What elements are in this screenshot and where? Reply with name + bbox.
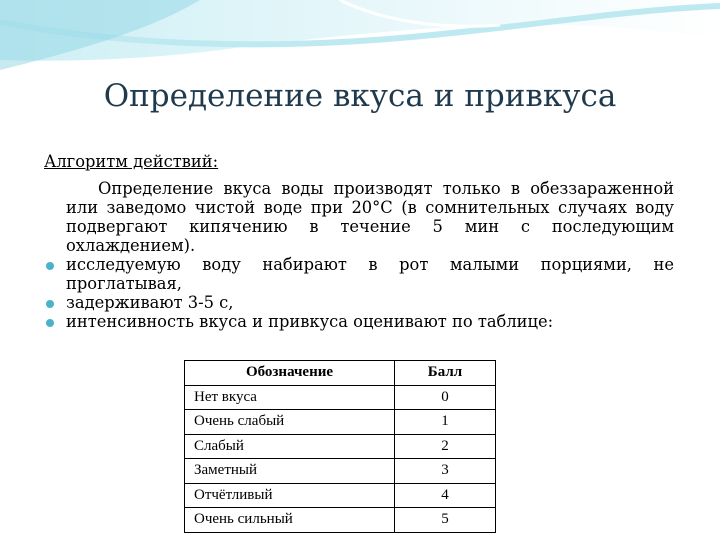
- table-cell-score: 3: [395, 459, 496, 484]
- table-row: [185, 459, 496, 484]
- table-row: [185, 434, 496, 459]
- table-cell-name: Отчётливый: [185, 483, 395, 508]
- table-cell-name: Очень слабый: [185, 410, 395, 435]
- table-cell-name: Слабый: [185, 434, 395, 459]
- table-row: [185, 385, 496, 410]
- bullet-text: задерживают 3-5 с,: [66, 293, 234, 312]
- table-cell-score: 4: [395, 483, 496, 508]
- column-header-name: Обозначение: [185, 361, 395, 386]
- bullet-item: [44, 312, 674, 331]
- table-cell-score: 5: [395, 508, 496, 533]
- table-cell-score: 2: [395, 434, 496, 459]
- bullet-dot-icon: [46, 319, 54, 327]
- intro-paragraph: Определение вкуса воды производят только в обеззараженной или заведомо чистой воде при 20°С (в сомнительных случаях воду подвергают кипячению в течение 5 мин с последующим охлаждением).: [66, 179, 674, 255]
- bullet-dot-icon: [46, 300, 54, 308]
- page-title: Определение вкуса и привкуса: [103, 78, 617, 114]
- score-table-container: [184, 360, 496, 533]
- table-row: [185, 410, 496, 435]
- table-cell-name: Очень сильный: [185, 508, 395, 533]
- header-wave-decoration: [0, 0, 720, 80]
- section-heading: Алгоритм действий:: [44, 152, 219, 171]
- bullet-item: [44, 293, 674, 312]
- column-header-score: Балл: [395, 361, 496, 386]
- bullet-list: [44, 255, 674, 331]
- table-cell-score: 0: [395, 385, 496, 410]
- bullet-text: интенсивность вкуса и привкуса оценивают по таблице:: [66, 312, 554, 331]
- bullet-item: [44, 255, 674, 293]
- table-cell-name: Заметный: [185, 459, 395, 484]
- table-cell-name: Нет вкуса: [185, 385, 395, 410]
- table-header-row: [185, 361, 496, 386]
- table-row: [185, 508, 496, 533]
- table-cell-score: 1: [395, 410, 496, 435]
- score-table: [184, 360, 496, 533]
- bullet-text: исследуемую воду набирают в рот малыми порциями, не проглатывая,: [66, 255, 674, 293]
- slide-content: [44, 152, 674, 331]
- table-row: [185, 483, 496, 508]
- bullet-dot-icon: [46, 262, 54, 270]
